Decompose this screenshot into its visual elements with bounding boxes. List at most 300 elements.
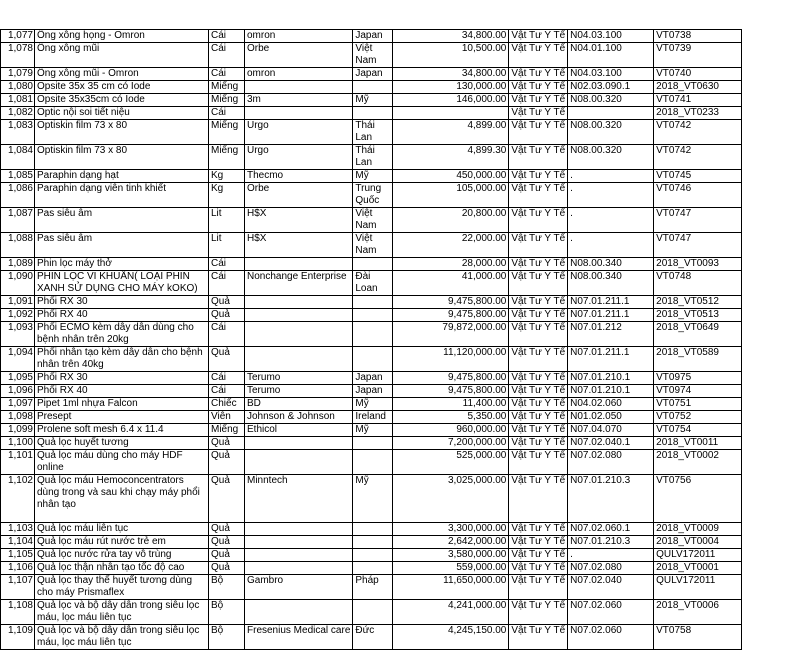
cell-item-name: Quả lọc máu liên tục: [35, 523, 209, 536]
cell-row-number: 1,077: [1, 30, 35, 43]
cell-unit: Quả: [209, 309, 245, 322]
cell-row-number: 1,082: [1, 107, 35, 120]
cell-item-name: Optiskin film 73 x 80: [35, 120, 209, 145]
cell-country: [353, 536, 393, 549]
cell-category: Vật Tư Y Tế: [509, 145, 568, 170]
cell-unit-price: 4,241,000.00: [393, 600, 509, 625]
cell-row-number: 1,088: [1, 233, 35, 258]
cell-code: .: [568, 183, 654, 208]
cell-item-code: VT0758: [654, 625, 742, 650]
cell-item-name: Pas siêu âm: [35, 208, 209, 233]
cell-code: N07.02.080: [568, 562, 654, 575]
cell-code: N07.02.040: [568, 575, 654, 600]
cell-unit-price: 3,580,000.00: [393, 549, 509, 562]
cell-row-number: 1,103: [1, 523, 35, 536]
cell-unit-price: 11,120,000.00: [393, 347, 509, 372]
cell-country: [353, 450, 393, 475]
cell-item-name: Ống xông mũi: [35, 43, 209, 68]
cell-item-code: 2018_VT0513: [654, 309, 742, 322]
cell-item-name: Quả lọc và bộ dây dẫn trong siêu lọc máu, lọc máu liên tục: [35, 625, 209, 650]
cell-category: Vật Tư Y Tế: [509, 183, 568, 208]
table-row: [1, 120, 742, 145]
cell-code: N02.03.090.1: [568, 81, 654, 94]
cell-row-number: 1,100: [1, 437, 35, 450]
cell-code: N07.01.210.1: [568, 372, 654, 385]
cell-code: .: [568, 208, 654, 233]
cell-code: N01.02.050: [568, 411, 654, 424]
cell-unit-price: 146,000.00: [393, 94, 509, 107]
cell-country: [353, 562, 393, 575]
cell-item-code: VT0738: [654, 30, 742, 43]
cell-manufacturer: Orbe: [245, 43, 353, 68]
cell-unit-price: 105,000.00: [393, 183, 509, 208]
cell-category: Vật Tư Y Tế: [509, 322, 568, 347]
cell-manufacturer: Orbe: [245, 183, 353, 208]
cell-unit: Lit: [209, 233, 245, 258]
table-row: [1, 372, 742, 385]
cell-item-code: VT0741: [654, 94, 742, 107]
cell-unit-price: 2,642,000.00: [393, 536, 509, 549]
cell-code: N07.02.040.1: [568, 437, 654, 450]
cell-item-code: VT0742: [654, 120, 742, 145]
cell-country: Trung Quốc: [353, 183, 393, 208]
cell-unit-price: 20,800.00: [393, 208, 509, 233]
cell-category: Vật Tư Y Tế: [509, 600, 568, 625]
cell-unit: Quả: [209, 562, 245, 575]
table-row: [1, 296, 742, 309]
cell-item-code: VT0756: [654, 475, 742, 523]
cell-country: Pháp: [353, 575, 393, 600]
cell-item-name: Phổi nhân tạo kèm dây dẫn cho bệnh nhân trên 40kg: [35, 347, 209, 372]
cell-unit: Miếng: [209, 94, 245, 107]
cell-country: [353, 258, 393, 271]
cell-unit-price: 9,475,800.00: [393, 385, 509, 398]
cell-manufacturer: omron: [245, 30, 353, 43]
cell-unit-price: 34,800.00: [393, 68, 509, 81]
cell-code: N07.01.211.1: [568, 296, 654, 309]
cell-country: [353, 523, 393, 536]
table-row: [1, 549, 742, 562]
cell-row-number: 1,107: [1, 575, 35, 600]
cell-item-name: Ống xông họng - Omron: [35, 30, 209, 43]
cell-unit: Miếng: [209, 145, 245, 170]
cell-category: Vật Tư Y Tế: [509, 296, 568, 309]
cell-category: Vật Tư Y Tế: [509, 625, 568, 650]
cell-item-name: Phổi ECMO kèm dây dẫn dùng cho bệnh nhân trên 20kg: [35, 322, 209, 347]
cell-item-name: Quả lọc huyết tương: [35, 437, 209, 450]
cell-row-number: 1,094: [1, 347, 35, 372]
cell-unit: Miếng: [209, 424, 245, 437]
cell-country: [353, 107, 393, 120]
cell-manufacturer: Terumo: [245, 385, 353, 398]
cell-item-code: VT0746: [654, 183, 742, 208]
cell-manufacturer: Gambro: [245, 575, 353, 600]
cell-row-number: 1,084: [1, 145, 35, 170]
cell-code: N08.00.320: [568, 120, 654, 145]
cell-code: [568, 107, 654, 120]
cell-unit: Quả: [209, 549, 245, 562]
cell-manufacturer: omron: [245, 68, 353, 81]
cell-unit-price: 28,000.00: [393, 258, 509, 271]
cell-unit-price: 525,000.00: [393, 450, 509, 475]
cell-item-code: 2018_VT0589: [654, 347, 742, 372]
cell-code: N08.00.320: [568, 94, 654, 107]
cell-item-name: Pipet 1ml nhựa Falcon: [35, 398, 209, 411]
table-row: [1, 170, 742, 183]
table-row: [1, 258, 742, 271]
cell-country: Mỹ: [353, 170, 393, 183]
cell-unit: Bộ: [209, 625, 245, 650]
cell-country: Việt Nam: [353, 43, 393, 68]
cell-code: N07.02.080: [568, 450, 654, 475]
table-row: [1, 450, 742, 475]
cell-manufacturer: Urgo: [245, 145, 353, 170]
table-row: [1, 523, 742, 536]
cell-manufacturer: BD: [245, 398, 353, 411]
cell-row-number: 1,093: [1, 322, 35, 347]
cell-item-code: VT0739: [654, 43, 742, 68]
cell-item-name: Optiskin film 73 x 80: [35, 145, 209, 170]
cell-item-code: 2018_VT0093: [654, 258, 742, 271]
cell-unit: Quả: [209, 536, 245, 549]
cell-unit: Quả: [209, 475, 245, 523]
cell-unit: Quả: [209, 450, 245, 475]
cell-country: Đài Loan: [353, 271, 393, 296]
cell-row-number: 1,108: [1, 600, 35, 625]
table-row: [1, 233, 742, 258]
cell-category: Vật Tư Y Tế: [509, 68, 568, 81]
cell-unit: Quả: [209, 347, 245, 372]
cell-row-number: 1,081: [1, 94, 35, 107]
cell-country: Japan: [353, 372, 393, 385]
cell-item-code: 2018_VT0004: [654, 536, 742, 549]
table-row: [1, 94, 742, 107]
cell-code: N07.02.060.1: [568, 523, 654, 536]
cell-manufacturer: 3m: [245, 94, 353, 107]
cell-category: Vật Tư Y Tế: [509, 271, 568, 296]
cell-item-code: VT0748: [654, 271, 742, 296]
cell-item-code: 2018_VT0512: [654, 296, 742, 309]
table-row: [1, 43, 742, 68]
cell-code: N04.03.100: [568, 68, 654, 81]
cell-manufacturer: Ethicol: [245, 424, 353, 437]
cell-item-name: Phin lọc máy thở: [35, 258, 209, 271]
cell-code: N08.00.340: [568, 258, 654, 271]
cell-item-name: Prolene soft mesh 6.4 x 11.4: [35, 424, 209, 437]
cell-item-name: Quả lọc máu dùng cho máy HDF online: [35, 450, 209, 475]
cell-item-name: Phổi RX 30: [35, 372, 209, 385]
cell-unit: Cái: [209, 385, 245, 398]
cell-code: N07.01.210.3: [568, 536, 654, 549]
cell-item-name: Paraphin dạng hạt: [35, 170, 209, 183]
cell-manufacturer: [245, 450, 353, 475]
table-row: [1, 81, 742, 94]
cell-country: Mỹ: [353, 398, 393, 411]
cell-row-number: 1,087: [1, 208, 35, 233]
cell-category: Vật Tư Y Tế: [509, 549, 568, 562]
table-row: [1, 183, 742, 208]
cell-item-name: Ống xông mũi - Omron: [35, 68, 209, 81]
cell-code: .: [568, 233, 654, 258]
cell-item-code: 2018_VT0233: [654, 107, 742, 120]
table-row: [1, 424, 742, 437]
cell-manufacturer: [245, 81, 353, 94]
cell-item-code: VT0751: [654, 398, 742, 411]
table-row: [1, 30, 742, 43]
cell-item-name: Quả lọc và bộ dây dẫn trong siêu lọc máu, lọc máu liên tục: [35, 600, 209, 625]
cell-item-code: VT0752: [654, 411, 742, 424]
cell-code: N07.01.211.1: [568, 309, 654, 322]
cell-code: N04.03.100: [568, 30, 654, 43]
cell-row-number: 1,092: [1, 309, 35, 322]
cell-item-code: VT0974: [654, 385, 742, 398]
table-row: [1, 385, 742, 398]
cell-item-code: VT0975: [654, 372, 742, 385]
table-row: [1, 411, 742, 424]
cell-country: [353, 296, 393, 309]
cell-manufacturer: [245, 437, 353, 450]
cell-item-name: Phổi RX 40: [35, 309, 209, 322]
cell-category: Vật Tư Y Tế: [509, 81, 568, 94]
cell-item-name: Quả lọc nước rửa tay vô trùng: [35, 549, 209, 562]
cell-unit: Bộ: [209, 600, 245, 625]
cell-country: Thái Lan: [353, 120, 393, 145]
cell-unit-price: 9,475,800.00: [393, 309, 509, 322]
cell-unit: Bộ: [209, 575, 245, 600]
cell-unit-price: 450,000.00: [393, 170, 509, 183]
cell-category: Vật Tư Y Tế: [509, 424, 568, 437]
cell-item-name: Presept: [35, 411, 209, 424]
cell-unit-price: 10,500.00: [393, 43, 509, 68]
cell-code: N07.01.210.3: [568, 475, 654, 523]
cell-code: N08.00.320: [568, 145, 654, 170]
cell-country: Việt Nam: [353, 233, 393, 258]
cell-manufacturer: Thecmo: [245, 170, 353, 183]
cell-manufacturer: Minntech: [245, 475, 353, 523]
cell-category: Vật Tư Y Tế: [509, 562, 568, 575]
table-row: [1, 208, 742, 233]
cell-country: [353, 437, 393, 450]
cell-item-code: VT0747: [654, 208, 742, 233]
cell-unit-price: 11,650,000.00: [393, 575, 509, 600]
cell-row-number: 1,095: [1, 372, 35, 385]
cell-manufacturer: Johnson & Johnson: [245, 411, 353, 424]
cell-manufacturer: [245, 536, 353, 549]
cell-item-name: Quả lọc thận nhân tạo tốc độ cao: [35, 562, 209, 575]
cell-item-code: QULV172011: [654, 575, 742, 600]
cell-manufacturer: [245, 322, 353, 347]
cell-manufacturer: [245, 562, 353, 575]
cell-category: Vật Tư Y Tế: [509, 523, 568, 536]
cell-code: .: [568, 549, 654, 562]
cell-row-number: 1,098: [1, 411, 35, 424]
cell-category: Vật Tư Y Tế: [509, 43, 568, 68]
cell-category: Vật Tư Y Tế: [509, 258, 568, 271]
cell-unit-price: 41,000.00: [393, 271, 509, 296]
cell-item-code: VT0740: [654, 68, 742, 81]
cell-category: Vật Tư Y Tế: [509, 372, 568, 385]
cell-unit: Cái: [209, 258, 245, 271]
cell-category: Vật Tư Y Tế: [509, 398, 568, 411]
cell-unit: Miếng: [209, 120, 245, 145]
cell-item-name: Paraphin dạng viên tinh khiết: [35, 183, 209, 208]
cell-country: [353, 322, 393, 347]
cell-category: Vật Tư Y Tế: [509, 536, 568, 549]
cell-row-number: 1,091: [1, 296, 35, 309]
table-row: [1, 562, 742, 575]
table-row: [1, 322, 742, 347]
cell-unit-price: 130,000.00: [393, 81, 509, 94]
table-row: [1, 575, 742, 600]
cell-item-name: Phổi RX 30: [35, 296, 209, 309]
cell-item-name: Quả lọc máu rút nước trẻ em: [35, 536, 209, 549]
cell-manufacturer: [245, 258, 353, 271]
cell-unit-price: 3,300,000.00: [393, 523, 509, 536]
cell-manufacturer: [245, 549, 353, 562]
cell-manufacturer: Nonchange Enterprise: [245, 271, 353, 296]
cell-category: Vật Tư Y Tế: [509, 120, 568, 145]
cell-unit-price: 11,400.00: [393, 398, 509, 411]
cell-item-code: 2018_VT0001: [654, 562, 742, 575]
cell-category: Vật Tư Y Tế: [509, 170, 568, 183]
cell-manufacturer: [245, 523, 353, 536]
cell-row-number: 1,083: [1, 120, 35, 145]
table-row: [1, 145, 742, 170]
cell-code: N08.00.340: [568, 271, 654, 296]
cell-country: Việt Nam: [353, 208, 393, 233]
cell-item-name: Opsite 35x35cm có Iode: [35, 94, 209, 107]
cell-row-number: 1,097: [1, 398, 35, 411]
table-body: [1, 30, 742, 650]
cell-category: Vật Tư Y Tế: [509, 385, 568, 398]
cell-manufacturer: H$X: [245, 208, 353, 233]
cell-country: [353, 549, 393, 562]
cell-item-code: 2018_VT0002: [654, 450, 742, 475]
table-row: [1, 68, 742, 81]
cell-row-number: 1,102: [1, 475, 35, 523]
cell-category: Vật Tư Y Tế: [509, 30, 568, 43]
cell-item-code: 2018_VT0009: [654, 523, 742, 536]
cell-code: N07.01.210.1: [568, 385, 654, 398]
table-row: [1, 271, 742, 296]
cell-unit: Lit: [209, 208, 245, 233]
cell-item-name: Pas siêu âm: [35, 233, 209, 258]
cell-row-number: 1,101: [1, 450, 35, 475]
cell-code: N04.02.060: [568, 398, 654, 411]
cell-item-name: PHIN LỌC VI KHUẨN( LOẠI PHIN XANH SỬ DỤNG CHO MÁY kOKO): [35, 271, 209, 296]
cell-country: [353, 347, 393, 372]
cell-code: N04.01.100: [568, 43, 654, 68]
cell-item-code: 2018_VT0011: [654, 437, 742, 450]
cell-unit-price: 4,899.00: [393, 120, 509, 145]
cell-manufacturer: Fresenius Medical care: [245, 625, 353, 650]
cell-item-name: Phổi RX 40: [35, 385, 209, 398]
cell-unit: Cái: [209, 322, 245, 347]
cell-item-code: QULV172011: [654, 549, 742, 562]
cell-code: N07.04.070: [568, 424, 654, 437]
table-row: [1, 107, 742, 120]
cell-unit-price: 34,800.00: [393, 30, 509, 43]
cell-category: Vật Tư Y Tế: [509, 309, 568, 322]
cell-unit-price: 559,000.00: [393, 562, 509, 575]
cell-item-code: VT0742: [654, 145, 742, 170]
cell-item-code: 2018_VT0649: [654, 322, 742, 347]
cell-country: [353, 600, 393, 625]
cell-unit: Cái: [209, 107, 245, 120]
cell-category: Vật Tư Y Tế: [509, 208, 568, 233]
table-row: [1, 536, 742, 549]
cell-item-code: VT0745: [654, 170, 742, 183]
table-row: [1, 625, 742, 650]
cell-unit-price: 22,000.00: [393, 233, 509, 258]
cell-unit: Cái: [209, 43, 245, 68]
cell-category: Vật Tư Y Tế: [509, 475, 568, 523]
cell-row-number: 1,086: [1, 183, 35, 208]
cell-manufacturer: [245, 347, 353, 372]
table-row: [1, 398, 742, 411]
cell-country: Japan: [353, 68, 393, 81]
cell-row-number: 1,099: [1, 424, 35, 437]
cell-item-code: 2018_VT0006: [654, 600, 742, 625]
cell-unit-price: 7,200,000.00: [393, 437, 509, 450]
cell-unit-price: 9,475,800.00: [393, 296, 509, 309]
cell-unit: Miếng: [209, 81, 245, 94]
cell-row-number: 1,096: [1, 385, 35, 398]
cell-code: N07.02.060: [568, 625, 654, 650]
cell-category: Vật Tư Y Tế: [509, 437, 568, 450]
cell-country: Thái Lan: [353, 145, 393, 170]
table-row: [1, 475, 742, 523]
cell-row-number: 1,104: [1, 536, 35, 549]
cell-code: .: [568, 170, 654, 183]
cell-unit-price: 4,899.30: [393, 145, 509, 170]
cell-unit: Chiếc: [209, 398, 245, 411]
table-row: [1, 309, 742, 322]
cell-unit-price: 3,025,000.00: [393, 475, 509, 523]
cell-unit: Kg: [209, 183, 245, 208]
cell-country: Mỹ: [353, 424, 393, 437]
cell-category: Vật Tư Y Tế: [509, 411, 568, 424]
cell-unit: Cái: [209, 30, 245, 43]
cell-unit: Viên: [209, 411, 245, 424]
table-row: [1, 347, 742, 372]
cell-unit: Quả: [209, 437, 245, 450]
cell-unit: Quả: [209, 523, 245, 536]
cell-country: Ireland: [353, 411, 393, 424]
cell-item-name: Quả lọc thay thế huyết tương dùng cho máy Prismaflex: [35, 575, 209, 600]
cell-unit: Cái: [209, 271, 245, 296]
cell-row-number: 1,080: [1, 81, 35, 94]
cell-country: [353, 309, 393, 322]
cell-manufacturer: [245, 309, 353, 322]
supply-price-table: [0, 29, 742, 650]
cell-row-number: 1,085: [1, 170, 35, 183]
cell-row-number: 1,078: [1, 43, 35, 68]
cell-unit: Quả: [209, 296, 245, 309]
cell-category: Vật Tư Y Tế: [509, 233, 568, 258]
cell-unit-price: 4,245,150.00: [393, 625, 509, 650]
cell-row-number: 1,089: [1, 258, 35, 271]
cell-unit: Cái: [209, 372, 245, 385]
cell-unit-price: 960,000.00: [393, 424, 509, 437]
cell-item-code: VT0754: [654, 424, 742, 437]
cell-unit: Cái: [209, 68, 245, 81]
cell-unit-price: 5,350.00: [393, 411, 509, 424]
cell-manufacturer: Terumo: [245, 372, 353, 385]
cell-manufacturer: Urgo: [245, 120, 353, 145]
cell-manufacturer: [245, 600, 353, 625]
cell-row-number: 1,105: [1, 549, 35, 562]
